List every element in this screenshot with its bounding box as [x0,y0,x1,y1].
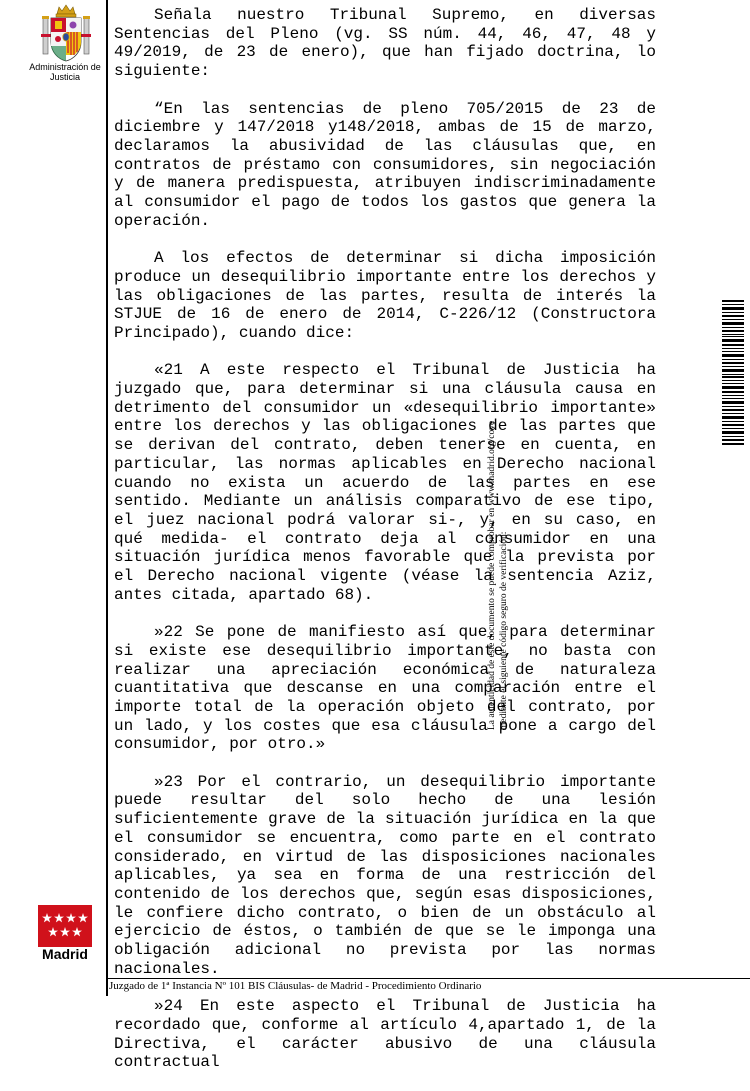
barcode-icon [722,300,744,445]
verification-notice [486,250,510,730]
paragraph-effects: A los efectos de determinar si dicha imposición produce un desequilibrio importante entre los derechos y las obligaciones de las partes, resulta de interés la STJUE de 16 de enero de 2014, C-226/12 (Constructora Principado), cuando dice: [114,249,656,342]
page-footer: Juzgado de 1ª Instancia Nº 101 BIS Cláusulas- de Madrid - Procedimiento Ordinario [109,980,482,992]
paragraph-point-24: »24 En este aspecto el Tribunal de Justicia ha recordado que, conforme al artículo 4,apartado 1, de la Directiva, el carácter abusivo de una cláusula contractual [114,997,656,1072]
paragraph-point-23: »23 Por el contrario, un desequilibrio importante puede resultar del solo hecho de una lesión suficientemente grave de la situación jurídica en la que el consumidor se encuentra, como parte en el contrato considerado, en virtud de las disposiciones nacionales aplicables, ya sea en forma de una restricción del contenido de los derechos que, según esas disposiciones, le confiere dicho contrato, o bien de un obstáculo al ejercicio de éstos, o también de que se le imponga una obligación adicional no prevista por las normas nacionales. [114,772,656,978]
document-body [114,6,656,1091]
paragraph-intro: Señala nuestro Tribunal Supremo, en diversas Sentencias del Pleno (vg. SS núm. 44, 46, 47, 48 y 49/2019, de 23 de enero), que han fijado doctrina, lo siguiente: [114,6,656,81]
verification-line-1: La autenticidad de este documento se puede comprobar en www.madrid.org/cove [487,420,497,730]
institution-label: Administración de Justicia [29,62,101,82]
paragraph-point-21: «21 A este respecto el Tribunal de Justicia ha juzgado que, para determinar si una cláusula causa en detrimento del consumidor un «desequilibrio importante» entre los derechos y las obligaciones de las partes que se derivan del contrato, deben tenerse en cuenta, en particular, las normas aplicables en Derecho nacional cuando no exista un acuerdo de las partes en ese sentido. Mediante un análisis comparativo de ese tipo, el juez nacional podrá valorar si-, y, en su caso, en qué medida- el contrato deja al consumidor en una situación jurídica menos favorable que la prevista por el Derecho nacional vigente (véase la sentencia Aziz, antes citada, apartado 68). [114,361,656,604]
margin-rule [106,0,108,996]
coat-of-arms-icon [40,4,92,64]
verification-line-2: mediante el siguiente código seguro de verificación: [499,531,509,730]
paragraph-point-22: »22 Se pone de manifiesto así que, para determinar si existe ese desequilibrio importante, no basta con realizar una apreciación económica de naturaleza cuantitativa que descanse en una comparación entre el importe total de la operación objeto del contrato, por un lado, y los costes que esa cláusula pone a cargo del consumidor, por otro.» [114,623,656,754]
region-label: Madrid [42,946,88,962]
madrid-flag-icon [38,905,92,947]
paragraph-quote-start: “En las sentencias de pleno 705/2015 de 23 de diciembre y 147/2018 y148/2018, ambas de 15 de marzo, declaramos la abusividad de las cláusulas que, en contratos de préstamo con consumidores, sin negociación y de manera predispuesta, atribuyen indiscriminadamente al consumidor el pago de todos los gastos que genera la operación. [114,99,656,230]
